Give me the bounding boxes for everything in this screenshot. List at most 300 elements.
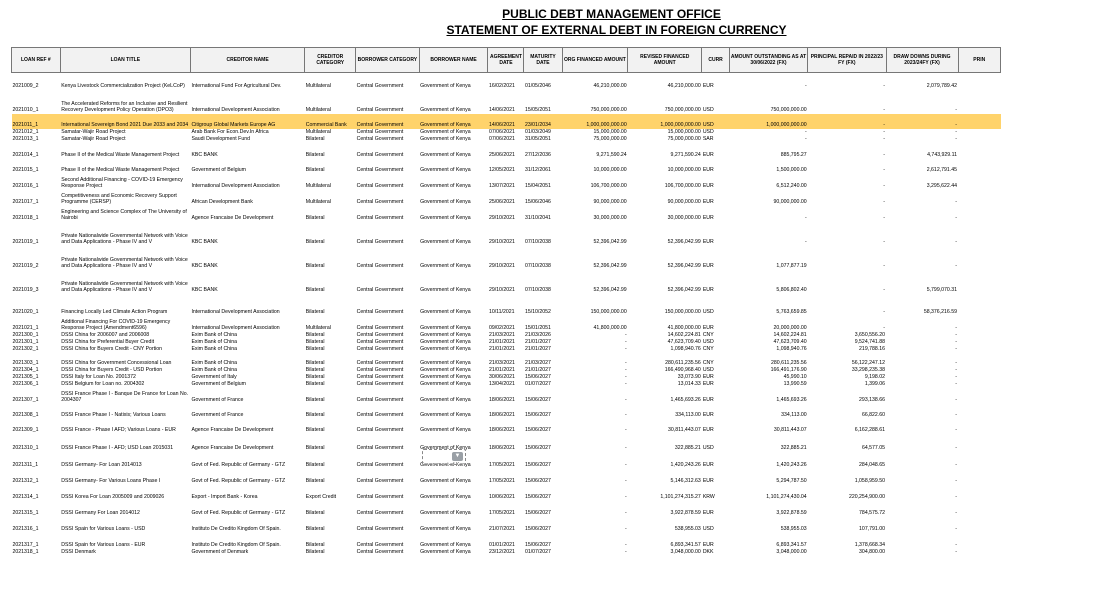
loan-ref-cell[interactable]: 2021011_1 <box>12 114 61 129</box>
loan-title-cell[interactable]: DSSI Denmark <box>61 549 96 555</box>
org-financed-amount-cell[interactable]: 52,396,042.99 <box>593 263 627 269</box>
loan-ref-cell[interactable]: 2021302_1 <box>12 346 39 352</box>
creditor-name-cell[interactable]: Government of Italy <box>191 374 237 380</box>
prin-cell[interactable] <box>958 206 1000 222</box>
table-row[interactable] <box>12 533 1001 549</box>
borrower-name-cell[interactable]: Government of Kenya <box>420 374 471 380</box>
creditor-category-cell[interactable]: Bilateral <box>305 445 325 451</box>
amount-outstanding-cell[interactable]: - <box>804 215 807 221</box>
draw-downs-cell[interactable]: - <box>955 360 958 366</box>
amount-outstanding-cell[interactable]: 1,101,274,430.04 <box>766 494 807 500</box>
creditor-name-cell[interactable]: Arab Bank For Econ.Dev.In Africa <box>191 129 269 135</box>
maturity-date-cell[interactable]: 01/05/2046 <box>524 83 551 89</box>
currency-cell[interactable]: EUR <box>702 199 714 205</box>
principal-repaid-cell[interactable]: - <box>883 309 886 315</box>
prin-cell[interactable] <box>958 549 1000 556</box>
maturity-date-cell[interactable]: 15/06/2027 <box>524 445 551 451</box>
borrower-name-cell[interactable]: Government of Kenya <box>420 542 471 548</box>
loan-ref-cell[interactable]: 2021305_1 <box>12 374 39 380</box>
borrower-category-cell[interactable]: Central Government <box>356 381 404 387</box>
creditor-category-cell[interactable]: Bilateral <box>305 367 325 373</box>
draw-downs-cell[interactable]: - <box>955 494 958 500</box>
revised-financed-amount-cell[interactable]: 106,700,000.00 <box>664 183 701 189</box>
creditor-category-cell[interactable]: Commercial Bank <box>305 114 356 129</box>
creditor-name-cell[interactable]: Government of Belgium <box>191 381 246 387</box>
table-row[interactable] <box>12 404 1001 419</box>
prin-cell[interactable] <box>958 388 1000 404</box>
principal-repaid-cell[interactable]: - <box>883 152 886 158</box>
org-financed-amount-cell[interactable]: 41,800,000.00 <box>593 325 627 331</box>
borrower-category-cell[interactable]: Central Government <box>356 287 404 293</box>
creditor-name-cell[interactable]: Government of Denmark <box>191 549 249 555</box>
agreement-date-cell[interactable]: 07/06/2021 <box>488 136 515 142</box>
maturity-date-cell[interactable]: 15/06/2027 <box>524 510 551 516</box>
maturity-date-cell[interactable]: 15/06/2027 <box>524 397 551 403</box>
org-financed-amount-cell[interactable]: - <box>624 346 627 352</box>
amount-outstanding-cell[interactable]: 166,491,176.90 <box>770 367 807 373</box>
agreement-date-cell[interactable]: 21/03/2021 <box>488 332 515 338</box>
table-row[interactable] <box>12 485 1001 501</box>
borrower-name-cell[interactable]: Government of Kenya <box>420 263 471 269</box>
draw-downs-cell[interactable]: - <box>955 397 958 403</box>
draw-downs-cell[interactable]: 2,612,791.45 <box>926 167 958 173</box>
agreement-date-cell[interactable]: 07/06/2021 <box>488 129 515 135</box>
borrower-category-cell[interactable]: Central Government <box>356 374 404 380</box>
borrower-name-cell[interactable]: Government of Kenya <box>420 412 471 418</box>
loan-title-cell[interactable]: DSSI China for Preferential Buyer Credit <box>61 339 155 345</box>
draw-downs-cell[interactable]: - <box>955 367 958 373</box>
agreement-date-cell[interactable]: 21/07/2021 <box>488 526 515 532</box>
revised-financed-amount-cell[interactable]: 52,396,042.99 <box>667 263 701 269</box>
borrower-category-cell[interactable]: Central Government <box>356 478 404 484</box>
draw-downs-cell[interactable]: - <box>955 332 958 338</box>
maturity-date-cell[interactable]: 07/10/2038 <box>524 263 551 269</box>
org-financed-amount-cell[interactable]: - <box>624 427 627 433</box>
table-row[interactable] <box>12 419 1001 434</box>
draw-downs-cell[interactable]: 4,743,929.11 <box>927 152 958 158</box>
table-row[interactable] <box>12 136 1001 143</box>
loan-title-cell[interactable]: International Sovereign Bond 2021 Due 2033 and 2034 <box>60 114 190 129</box>
org-financed-amount-cell[interactable]: 750,000,000.00 <box>590 107 627 113</box>
principal-repaid-cell[interactable]: - <box>883 129 886 135</box>
borrower-category-cell[interactable]: Central Government <box>356 152 404 158</box>
principal-repaid-cell[interactable]: - <box>883 83 886 89</box>
creditor-category-cell[interactable]: Multilateral <box>305 325 331 331</box>
revised-financed-amount-cell[interactable]: 15,000,000.00 <box>667 129 701 135</box>
loan-ref-cell[interactable]: 2021015_1 <box>12 167 39 173</box>
agreement-date-cell[interactable]: 18/06/2021 <box>488 445 515 451</box>
org-financed-amount-cell[interactable]: 30,000,000.00 <box>593 215 627 221</box>
creditor-name-cell[interactable]: International Development Association <box>191 183 280 189</box>
draw-downs-cell[interactable]: - <box>955 107 958 113</box>
currency-cell[interactable]: EUR <box>702 397 714 403</box>
revised-financed-amount-cell[interactable]: 1,000,000,000.00 <box>628 114 702 129</box>
agreement-date-cell[interactable]: 21/01/2021 <box>488 339 515 345</box>
creditor-name-cell[interactable]: Government of France <box>191 397 244 403</box>
prin-cell[interactable] <box>958 346 1000 353</box>
revised-financed-amount-cell[interactable]: 14,602,224.81 <box>667 332 701 338</box>
agreement-date-cell[interactable]: 01/01/2021 <box>488 542 515 548</box>
creditor-category-cell[interactable]: Multilateral <box>305 199 331 205</box>
currency-cell[interactable]: USD <box>702 114 730 129</box>
currency-cell[interactable]: EUR <box>702 152 714 158</box>
org-financed-amount-cell[interactable]: - <box>624 478 627 484</box>
borrower-name-cell[interactable]: Government of Kenya <box>420 167 471 173</box>
borrower-category-cell[interactable]: Central Government <box>356 339 404 345</box>
draw-downs-cell[interactable]: - <box>955 136 958 142</box>
org-financed-amount-cell[interactable]: - <box>624 374 627 380</box>
table-row[interactable] <box>12 73 1001 90</box>
loan-title-cell[interactable]: The Accelerated Reforms for an Inclusive and Resilient Recovery Development Policy Operation (DPO3) <box>61 100 188 113</box>
principal-repaid-cell[interactable]: - <box>883 325 886 331</box>
principal-repaid-cell[interactable]: 3,650,556.20 <box>854 332 886 338</box>
table-row[interactable] <box>12 206 1001 222</box>
creditor-category-cell[interactable]: Bilateral <box>305 136 325 142</box>
creditor-category-cell[interactable]: Bilateral <box>305 215 325 221</box>
currency-cell[interactable]: USD <box>702 107 714 113</box>
borrower-name-cell[interactable]: Government of Kenya <box>420 325 471 331</box>
agreement-date-cell[interactable]: 09/02/2021 <box>488 325 515 331</box>
currency-cell[interactable]: EUR <box>702 462 714 468</box>
creditor-category-cell[interactable]: Bilateral <box>305 478 325 484</box>
currency-cell[interactable]: USD <box>702 526 714 532</box>
draw-downs-cell[interactable]: - <box>955 263 958 269</box>
currency-cell[interactable]: EUR <box>702 374 714 380</box>
currency-cell[interactable]: DKK <box>702 549 714 555</box>
borrower-category-cell[interactable]: Central Government <box>356 549 404 555</box>
table-row[interactable] <box>12 374 1001 381</box>
creditor-name-cell[interactable]: KBC BANK <box>191 263 218 269</box>
table-row[interactable] <box>12 143 1001 159</box>
creditor-category-cell[interactable]: Multilateral <box>305 107 331 113</box>
table-row[interactable] <box>12 367 1001 374</box>
loan-title-cell[interactable]: Private Nationalwide Governmental Network with Voice and Data Applications - Phase IV and V <box>61 256 188 269</box>
org-financed-amount-cell[interactable]: 1,000,000,000.00 <box>562 114 628 129</box>
creditor-name-cell[interactable]: Govt of Fed. Republic of Germany - GTZ <box>191 510 286 516</box>
creditor-category-cell[interactable]: Bilateral <box>305 309 325 315</box>
creditor-name-cell[interactable]: Exim Bank of China <box>191 346 237 352</box>
org-financed-amount-cell[interactable]: - <box>624 397 627 403</box>
draw-downs-cell[interactable]: - <box>955 129 958 135</box>
table-row[interactable] <box>12 174 1001 190</box>
draw-downs-cell[interactable]: - <box>955 510 958 516</box>
creditor-name-cell[interactable]: International Development Association <box>191 107 280 113</box>
loan-ref-cell[interactable]: 2021316_1 <box>12 526 39 532</box>
currency-cell[interactable]: CNY <box>702 332 714 338</box>
principal-repaid-cell[interactable]: 220,254,900.00 <box>848 494 886 500</box>
borrower-name-cell[interactable]: Government of Kenya <box>420 510 471 516</box>
maturity-date-cell[interactable]: 31/10/2041 <box>524 215 551 221</box>
creditor-name-cell[interactable]: Government of France <box>191 412 244 418</box>
org-financed-amount-cell[interactable]: 90,000,000.00 <box>593 199 627 205</box>
revised-financed-amount-cell[interactable]: 1,101,274,315.27 <box>660 494 701 500</box>
agreement-date-cell[interactable]: 13/07/2021 <box>488 183 515 189</box>
table-row[interactable] <box>12 270 1001 294</box>
amount-outstanding-cell[interactable]: 6,893,341.57 <box>776 542 807 548</box>
amount-outstanding-cell[interactable]: 3,048,000.00 <box>776 549 807 555</box>
table-row[interactable] <box>12 469 1001 485</box>
maturity-date-cell[interactable]: 01/07/2027 <box>524 381 551 387</box>
draw-downs-cell[interactable]: - <box>955 339 958 345</box>
revised-financed-amount-cell[interactable]: 1,420,243.26 <box>670 462 701 468</box>
revised-financed-amount-cell[interactable]: 1,098,940.76 <box>670 346 701 352</box>
loan-title-cell[interactable]: Private Nationalwide Governmental Network with Voice and Data Applications - Phase IV and V <box>61 232 188 245</box>
loan-ref-cell[interactable]: 2021019_2 <box>12 263 39 269</box>
table-row[interactable] <box>12 388 1001 404</box>
borrower-category-cell[interactable]: Central Government <box>356 526 404 532</box>
borrower-category-cell[interactable]: Central Government <box>356 136 404 142</box>
currency-cell[interactable]: EUR <box>702 510 714 516</box>
creditor-name-cell[interactable]: Export - Import Bank - Korea <box>191 494 258 500</box>
principal-repaid-cell[interactable]: 284,048.65 <box>859 462 886 468</box>
draw-downs-cell[interactable]: 5,799,070.31 <box>926 287 958 293</box>
currency-cell[interactable]: CNY <box>702 360 714 366</box>
org-financed-amount-cell[interactable]: - <box>624 494 627 500</box>
loan-title-cell[interactable]: DSSI China for Buyers Credit - CNY Portion <box>61 346 163 352</box>
maturity-date-cell[interactable]: 15/06/2046 <box>524 199 551 205</box>
principal-repaid-cell[interactable]: 6,162,288.61 <box>854 427 886 433</box>
prin-cell[interactable] <box>958 353 1000 367</box>
amount-outstanding-cell[interactable]: 14,602,224.81 <box>773 332 807 338</box>
borrower-category-cell[interactable]: Central Government <box>356 199 404 205</box>
table-row[interactable] <box>12 517 1001 533</box>
loan-ref-cell[interactable]: 2021312_1 <box>12 478 39 484</box>
maturity-date-cell[interactable]: 21/01/2027 <box>524 367 551 373</box>
currency-cell[interactable]: EUR <box>702 263 714 269</box>
creditor-name-cell[interactable]: KBC BANK <box>191 287 218 293</box>
borrower-name-cell[interactable]: Government of Kenya <box>420 183 471 189</box>
maturity-date-cell[interactable]: 15/06/2027 <box>524 478 551 484</box>
creditor-category-cell[interactable]: Bilateral <box>305 360 325 366</box>
agreement-date-cell[interactable]: 21/03/2021 <box>488 360 515 366</box>
borrower-name-cell[interactable]: Government of Kenya <box>420 549 471 555</box>
prin-cell[interactable] <box>958 270 1000 294</box>
principal-repaid-cell[interactable]: - <box>883 263 886 269</box>
table-row[interactable] <box>12 246 1001 270</box>
borrower-name-cell[interactable]: Government of Kenya <box>420 381 471 387</box>
revised-financed-amount-cell[interactable]: 52,396,042.99 <box>667 287 701 293</box>
principal-repaid-cell[interactable]: 9,198.02 <box>864 374 886 380</box>
creditor-name-cell[interactable]: International Fund For Agricultural Dev. <box>191 83 282 89</box>
creditor-category-cell[interactable]: Bilateral <box>305 332 325 338</box>
maturity-date-cell[interactable]: 31/05/2051 <box>524 136 551 142</box>
org-financed-amount-cell[interactable]: - <box>624 542 627 548</box>
loan-title-cell[interactable]: DSSI Germany- For Loan 2014013 <box>61 462 142 468</box>
agreement-date-cell[interactable]: 29/10/2021 <box>488 215 515 221</box>
creditor-name-cell[interactable]: Citigroup Global Markets Europe AG <box>190 114 304 129</box>
cell-selection-box[interactable] <box>422 449 466 465</box>
currency-cell[interactable]: USD <box>702 339 714 345</box>
revised-financed-amount-cell[interactable]: 750,000,000.00 <box>664 107 701 113</box>
loan-ref-cell[interactable]: 2021310_1 <box>12 445 39 451</box>
org-financed-amount-cell[interactable]: 52,396,042.99 <box>593 239 627 245</box>
currency-cell[interactable]: KRW <box>702 494 715 500</box>
revised-financed-amount-cell[interactable]: 166,490,968.40 <box>664 367 701 373</box>
prin-cell[interactable] <box>958 404 1000 419</box>
loan-title-cell[interactable]: Samatar-Wajir Road Project <box>61 129 126 135</box>
org-financed-amount-cell[interactable]: 150,000,000.00 <box>590 309 627 315</box>
principal-repaid-cell[interactable]: 784,575.72 <box>859 510 886 516</box>
creditor-name-cell[interactable]: Agence Francaise De Development <box>191 445 274 451</box>
maturity-date-cell[interactable]: 07/10/2038 <box>524 287 551 293</box>
loan-title-cell[interactable]: DSSI China for Buyers Credit - USD Portion <box>61 367 163 373</box>
principal-repaid-cell[interactable]: - <box>883 199 886 205</box>
borrower-name-cell[interactable]: Government of Kenya <box>420 129 471 135</box>
borrower-category-cell[interactable]: Central Government <box>356 412 404 418</box>
loan-ref-cell[interactable]: 2021009_2 <box>12 83 39 89</box>
creditor-category-cell[interactable]: Multilateral <box>305 129 331 135</box>
borrower-category-cell[interactable]: Central Government <box>356 367 404 373</box>
loan-ref-cell[interactable]: 2021303_1 <box>12 360 39 366</box>
loan-ref-cell[interactable]: 2021315_1 <box>12 510 39 516</box>
draw-downs-cell[interactable]: - <box>955 462 958 468</box>
revised-financed-amount-cell[interactable]: 41,800,000.00 <box>667 325 701 331</box>
prin-cell[interactable] <box>958 419 1000 434</box>
revised-financed-amount-cell[interactable]: 538,955.03 <box>674 526 701 532</box>
currency-cell[interactable]: EUR <box>702 542 714 548</box>
org-financed-amount-cell[interactable]: - <box>624 367 627 373</box>
org-financed-amount-cell[interactable]: - <box>624 381 627 387</box>
creditor-category-cell[interactable]: Bilateral <box>305 549 325 555</box>
revised-financed-amount-cell[interactable]: 46,210,000.00 <box>667 83 701 89</box>
creditor-name-cell[interactable]: International Development Association <box>191 309 280 315</box>
creditor-category-cell[interactable]: Bilateral <box>305 239 325 245</box>
loan-ref-cell[interactable]: 2021019_3 <box>12 287 39 293</box>
borrower-name-cell[interactable]: Government of Kenya <box>420 427 471 433</box>
revised-financed-amount-cell[interactable]: 75,000,000.00 <box>667 136 701 142</box>
agreement-date-cell[interactable]: 21/01/2021 <box>488 367 515 373</box>
prin-cell[interactable] <box>958 129 1000 136</box>
loan-ref-cell[interactable]: 2021317_1 <box>12 542 39 548</box>
amount-outstanding-cell[interactable]: 90,000,000.00 <box>773 199 807 205</box>
currency-cell[interactable]: EUR <box>702 83 714 89</box>
creditor-name-cell[interactable]: Exim Bank of China <box>191 339 237 345</box>
borrower-category-cell[interactable]: Central Government <box>356 167 404 173</box>
borrower-name-cell[interactable]: Government of Kenya <box>420 526 471 532</box>
org-financed-amount-cell[interactable]: - <box>624 332 627 338</box>
prin-cell[interactable] <box>958 374 1000 381</box>
creditor-name-cell[interactable]: Agence Francaise De Development <box>191 427 274 433</box>
draw-downs-cell[interactable]: - <box>955 381 958 387</box>
amount-outstanding-cell[interactable]: 45,990.10 <box>783 374 807 380</box>
org-financed-amount-cell[interactable]: 106,700,000.00 <box>590 183 627 189</box>
amount-outstanding-cell[interactable]: 6,512,240.00 <box>776 183 807 189</box>
prin-cell[interactable] <box>958 533 1000 549</box>
prin-cell[interactable] <box>958 114 1000 129</box>
table-row[interactable] <box>12 222 1001 246</box>
agreement-date-cell[interactable]: 17/05/2021 <box>488 462 515 468</box>
currency-cell[interactable]: SAR <box>702 136 714 142</box>
table-row[interactable] <box>12 346 1001 353</box>
amount-outstanding-cell[interactable]: 1,000,000,000.00 <box>729 114 807 129</box>
loan-ref-cell[interactable]: 2021010_1 <box>12 107 39 113</box>
principal-repaid-cell[interactable]: 1,399.06 <box>864 381 886 387</box>
principal-repaid-cell[interactable]: 1,058,959.50 <box>854 478 886 484</box>
amount-outstanding-cell[interactable]: 885,795.27 <box>780 152 807 158</box>
loan-title-cell[interactable]: DSSI Belgium for Loan no. 2004302 <box>61 381 145 387</box>
loan-ref-cell[interactable]: 2021300_1 <box>12 332 39 338</box>
loan-title-cell[interactable]: Kenya Livestock Commercialization Project (KeLCoP) <box>61 83 185 89</box>
revised-financed-amount-cell[interactable]: 280,611,235.56 <box>665 360 701 366</box>
creditor-name-cell[interactable]: Agence Francaise De Development <box>191 215 274 221</box>
creditor-name-cell[interactable]: KBC BANK <box>191 239 218 245</box>
amount-outstanding-cell[interactable]: 538,955.03 <box>780 526 807 532</box>
maturity-date-cell[interactable]: 15/04/2051 <box>524 183 551 189</box>
revised-financed-amount-cell[interactable]: 3,048,000.00 <box>670 549 701 555</box>
creditor-name-cell[interactable]: Instituto De Credito Kingdom Of Spain. <box>191 526 281 532</box>
borrower-category-cell[interactable]: Central Government <box>356 263 404 269</box>
table-row[interactable] <box>12 381 1001 388</box>
org-financed-amount-cell[interactable]: 10,000,000.00 <box>593 167 627 173</box>
borrower-name-cell[interactable]: Government of Kenya <box>420 445 471 451</box>
loan-ref-cell[interactable]: 2021017_1 <box>12 199 39 205</box>
table-row[interactable] <box>12 316 1001 332</box>
amount-outstanding-cell[interactable]: 5,763,659.85 <box>776 309 807 315</box>
prin-cell[interactable] <box>958 469 1000 485</box>
org-financed-amount-cell[interactable]: - <box>624 339 627 345</box>
borrower-category-cell[interactable]: Central Government <box>356 129 404 135</box>
loan-title-cell[interactable]: DSSI France - Phase I AFD; Various Loans - EUR <box>61 427 176 433</box>
creditor-name-cell[interactable]: Government of Belgium <box>191 167 246 173</box>
org-financed-amount-cell[interactable]: - <box>624 526 627 532</box>
revised-financed-amount-cell[interactable]: 5,146,312.63 <box>670 478 701 484</box>
principal-repaid-cell[interactable]: - <box>883 239 886 245</box>
loan-title-cell[interactable]: Phase II of the Medical Waste Management Project <box>61 167 180 173</box>
borrower-name-cell[interactable]: Government of Kenya <box>420 397 471 403</box>
loan-ref-cell[interactable]: 2021020_1 <box>12 309 39 315</box>
table-row[interactable] <box>12 129 1001 136</box>
table-row[interactable] <box>12 339 1001 346</box>
borrower-category-cell[interactable]: Central Government <box>356 309 404 315</box>
prin-cell[interactable] <box>958 143 1000 159</box>
revised-financed-amount-cell[interactable]: 322,885.21 <box>674 445 701 451</box>
loan-title-cell[interactable]: DSSI Germany- For Various Loans Phase I <box>61 478 161 484</box>
borrower-name-cell[interactable]: Government of Kenya <box>420 136 471 142</box>
revised-financed-amount-cell[interactable]: 334,113.00 <box>675 412 701 418</box>
borrower-name-cell[interactable]: Government of Kenya <box>420 215 471 221</box>
agreement-date-cell[interactable]: 16/02/2021 <box>488 83 515 89</box>
borrower-category-cell[interactable]: Central Government <box>356 83 404 89</box>
currency-cell[interactable]: EUR <box>702 183 714 189</box>
principal-repaid-cell[interactable]: - <box>883 136 886 142</box>
loan-title-cell[interactable]: DSSI France Phase I - Banque De France for Loan No. 2004307 <box>61 390 189 403</box>
maturity-date-cell[interactable]: 21/03/2026 <box>524 332 551 338</box>
loan-title-cell[interactable]: Financing Locally Led Climate Action Program <box>61 309 168 315</box>
principal-repaid-cell[interactable]: 293,138.66 <box>859 397 886 403</box>
draw-downs-cell[interactable]: - <box>955 239 958 245</box>
maturity-date-cell[interactable]: 01/07/2027 <box>524 549 551 555</box>
amount-outstanding-cell[interactable]: 1,465,693.26 <box>776 397 807 403</box>
draw-downs-cell[interactable]: 3,295,622.44 <box>926 183 958 189</box>
loan-title-cell[interactable]: Private Nationalwide Governmental Network with Voice and Data Applications - Phase IV and V <box>61 280 188 293</box>
agreement-date-cell[interactable]: 29/10/2021 <box>488 239 515 245</box>
creditor-category-cell[interactable]: Bilateral <box>305 374 325 380</box>
loan-title-cell[interactable]: DSSI Spain for Various Loans - USD <box>61 526 146 532</box>
creditor-category-cell[interactable]: Bilateral <box>305 397 325 403</box>
creditor-category-cell[interactable]: Bilateral <box>305 152 325 158</box>
principal-repaid-cell[interactable]: - <box>883 107 886 113</box>
prin-cell[interactable] <box>958 73 1000 90</box>
principal-repaid-cell[interactable]: 64,577.05 <box>861 445 886 451</box>
loan-ref-cell[interactable]: 2021306_1 <box>12 381 39 387</box>
draw-downs-cell[interactable]: - <box>955 445 958 451</box>
borrower-category-cell[interactable]: Central Government <box>356 114 420 129</box>
loan-ref-cell[interactable]: 2021304_1 <box>12 367 39 373</box>
agreement-date-cell[interactable]: 29/10/2021 <box>488 263 515 269</box>
currency-cell[interactable]: EUR <box>702 381 714 387</box>
agreement-date-cell[interactable]: 18/06/2021 <box>488 397 515 403</box>
agreement-date-cell[interactable]: 23/12/2021 <box>488 549 515 555</box>
